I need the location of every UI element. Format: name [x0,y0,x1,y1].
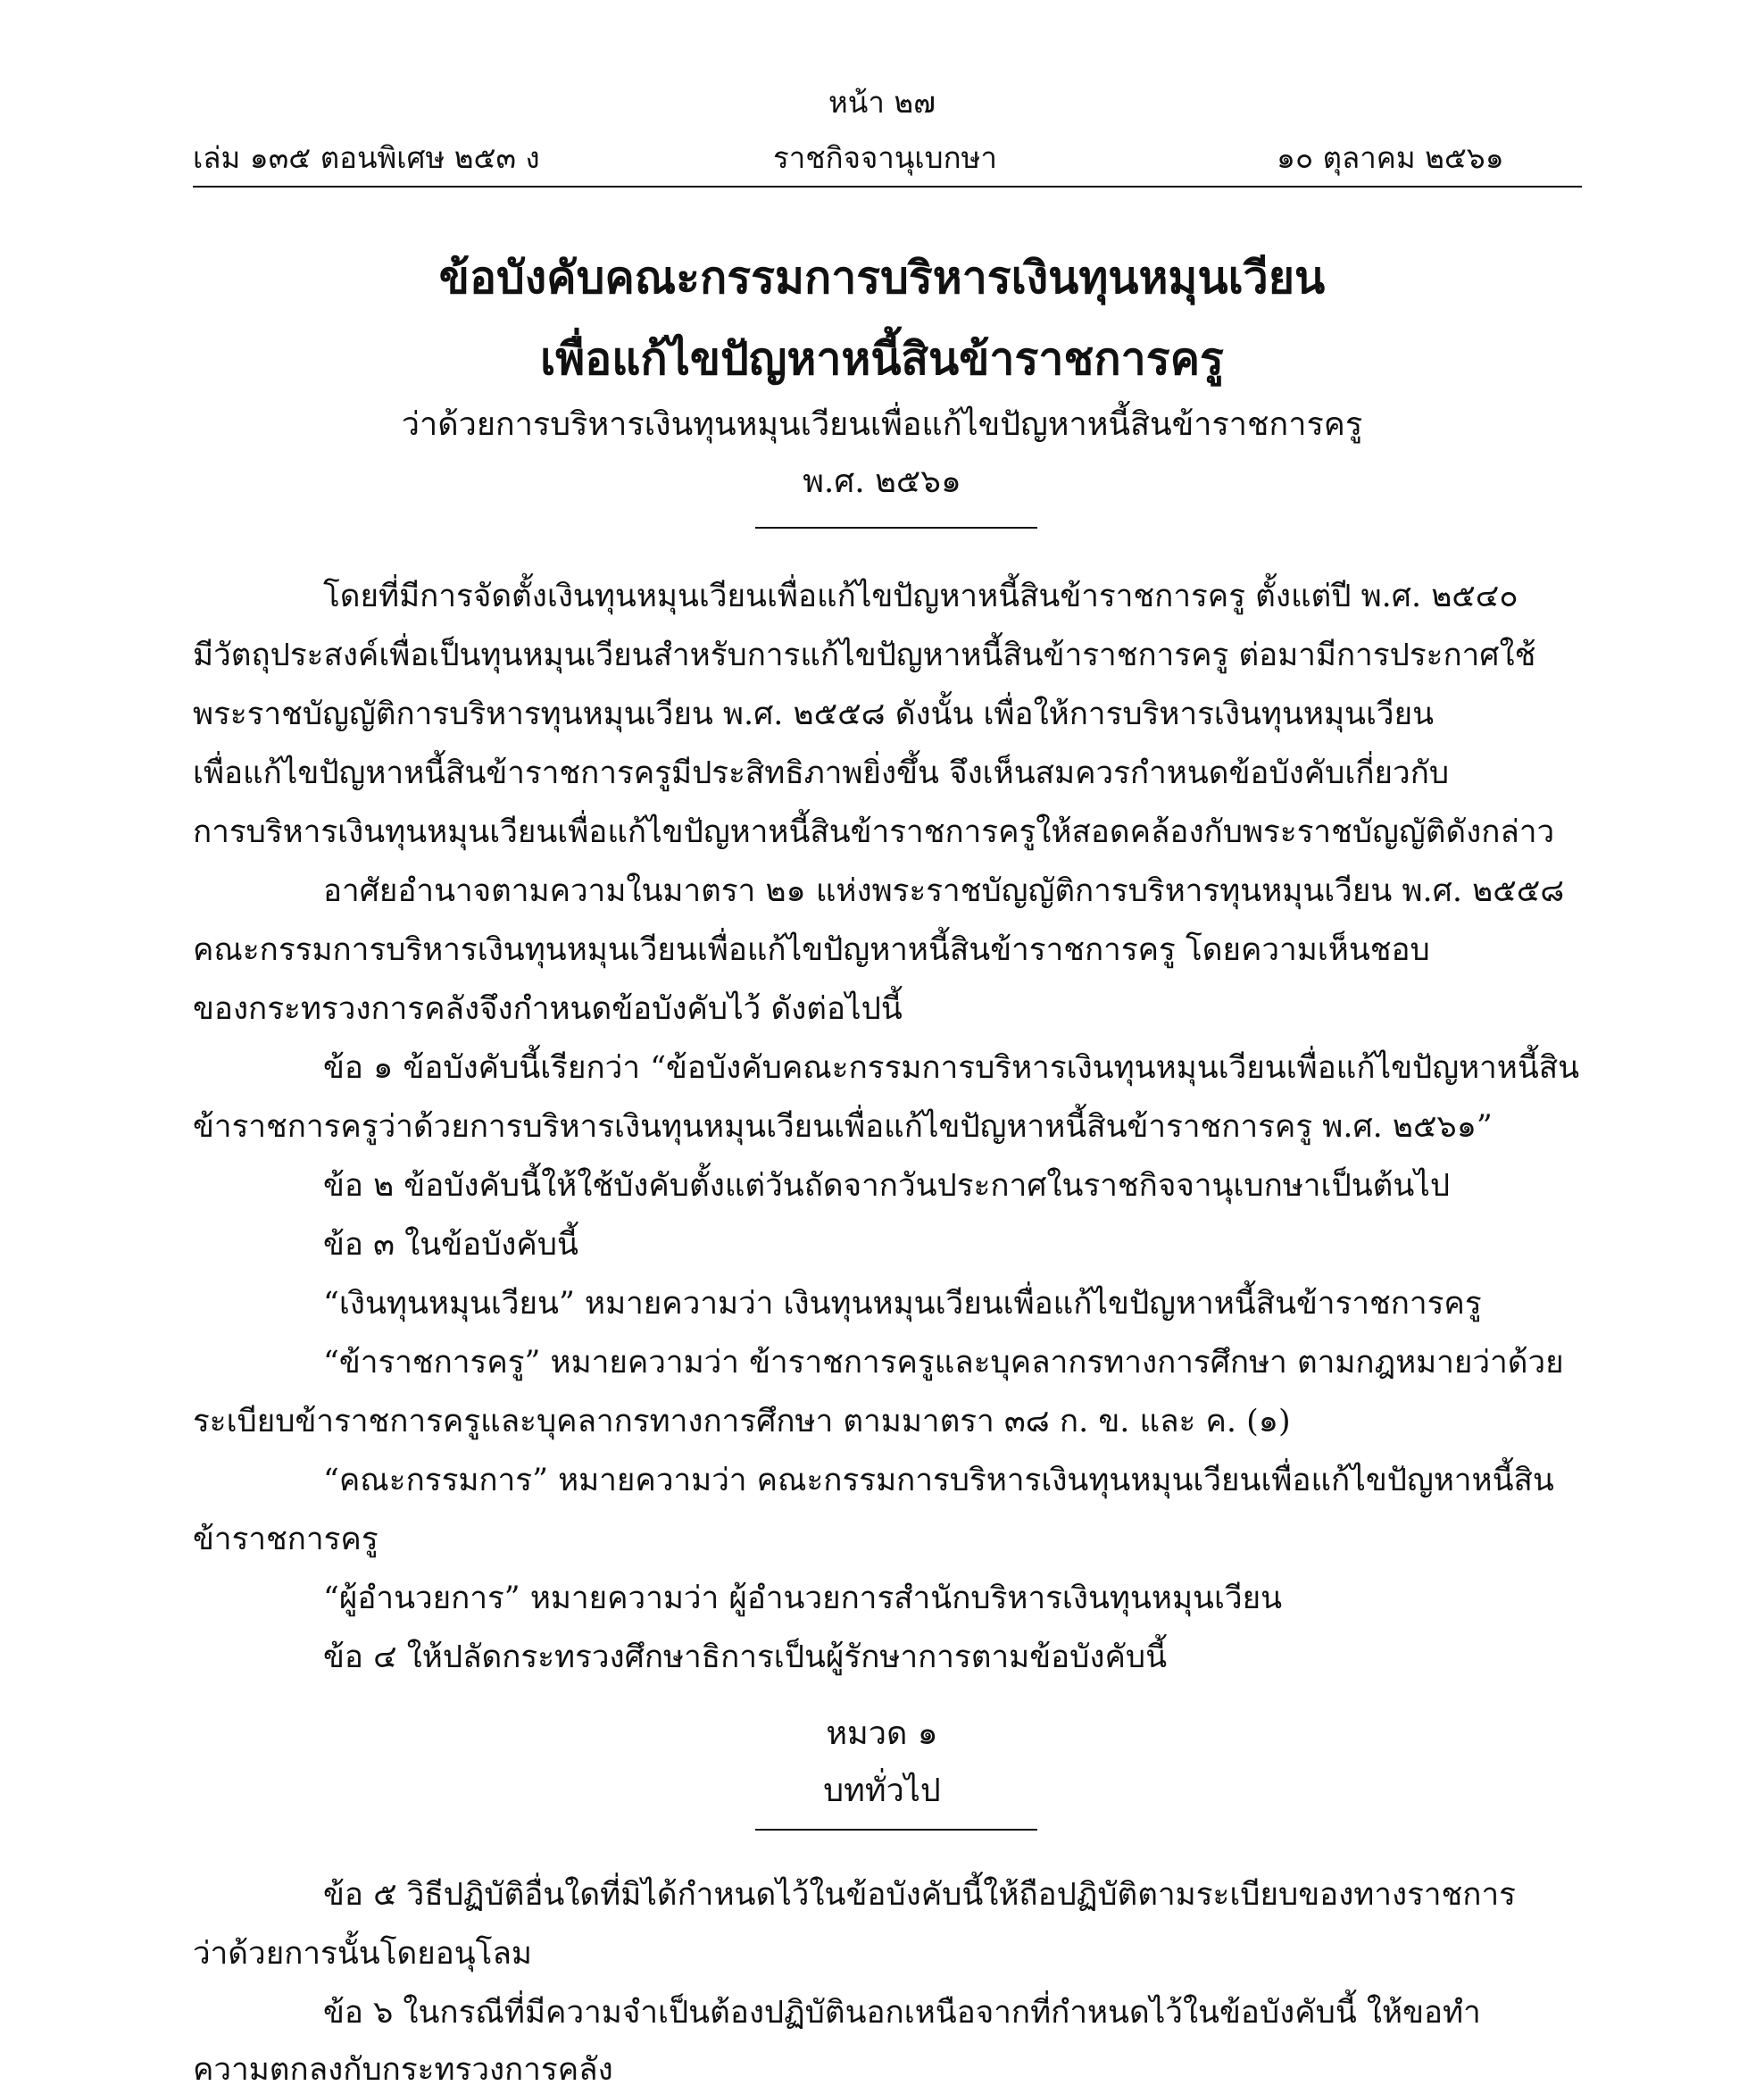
authority-line: อาศัยอำนาจตามความในมาตรา ๒๑ แห่งพระราชบัญญัติการบริหารทุนหมุนเวียน พ.ศ. ๒๕๕๘ [323,873,1565,909]
clause-6-cont: ความตกลงกับกระทรวงการคลัง [193,2052,613,2088]
document-subtitle: ว่าด้วยการบริหารเงินทุนหมุนเวียนเพื่อแก้ไขปัญหาหนี้สินข้าราชการครู [401,406,1363,443]
document-title-line1: ข้อบังคับคณะกรรมการบริหารเงินทุนหมุนเวียน [438,251,1326,304]
gazette-volume: เล่ม ๑๓๕ ตอนพิเศษ ๒๕๓ ง [193,140,540,175]
definition-committee-cont: ข้าราชการครู [193,1522,379,1557]
preamble-line: เพื่อแก้ไขปัญหาหนี้สินข้าราชการครูมีประสิทธิภาพยิ่งขึ้น จึงเห็นสมควรกำหนดข้อบังคับเกี่ยวกับ [193,755,1450,791]
gazette-date: ๑๐ ตุลาคม ๒๕๖๑ [1277,140,1504,175]
chapter-number: หมวด ๑ [826,1715,938,1752]
clause-1: ข้อ ๑ ข้อบังคับนี้เรียกว่า “ข้อบังคับคณะกรรมการบริหารเงินทุนหมุนเวียนเพื่อแก้ไขปัญหาหนี้สิน [323,1050,1580,1086]
preamble-line: การบริหารเงินทุนหมุนเวียนเพื่อแก้ไขปัญหาหนี้สินข้าราชการครูให้สอดคล้องกับพระราชบัญญัติดังกล่าว [193,814,1555,850]
clause-4: ข้อ ๔ ให้ปลัดกระทรวงศึกษาธิการเป็นผู้รักษาการตามข้อบังคับนี้ [323,1639,1168,1675]
clause-1-cont: ข้าราชการครูว่าด้วยการบริหารเงินทุนหมุนเวียนเพื่อแก้ไขปัญหาหนี้สินข้าราชการครู พ.ศ. ๒๕๖๑” [193,1109,1493,1145]
chapter-name: บททั่วไป [823,1773,941,1809]
preamble-line: โดยที่มีการจัดตั้งเงินทุนหมุนเวียนเพื่อแก้ไขปัญหาหนี้สินข้าราชการครู ตั้งแต่ปี พ.ศ. ๒๕๔๐ [323,579,1519,614]
definition-director: “ผู้อำนวยการ” หมายความว่า ผู้อำนวยการสำนักบริหารเงินทุนหมุนเวียน [323,1581,1283,1616]
preamble-line: มีวัตถุประสงค์เพื่อเป็นทุนหมุนเวียนสำหรับการแก้ไขปัญหาหนี้สินข้าราชการครู ต่อมามีการประกาศใช้ [193,638,1536,673]
clause-5: ข้อ ๕ วิธีปฏิบัติอื่นใดที่มิได้กำหนดไว้ในข้อบังคับนี้ให้ถือปฏิบัติตามระเบียบของทางราชการ [323,1877,1516,1913]
document-year: พ.ศ. ๒๕๖๑ [803,463,961,500]
definition-teacher: “ข้าราชการครู” หมายความว่า ข้าราชการครูและบุคลากรทางการศึกษา ตามกฎหมายว่าด้วย [323,1345,1564,1381]
preamble-line: พระราชบัญญัติการบริหารทุนหมุนเวียน พ.ศ. ๒๕๕๘ ดังนั้น เพื่อให้การบริหารเงินทุนหมุนเวียน [193,697,1435,732]
chapter-rule [755,1829,1037,1831]
header-rule [193,186,1582,188]
title-rule [755,527,1037,529]
page-number: หน้า ๒๗ [828,85,936,120]
document-title-line2: เพื่อแก้ไขปัญหาหนี้สินข้าราชการครู [540,332,1224,385]
authority-line: คณะกรรมการบริหารเงินทุนหมุนเวียนเพื่อแก้ไขปัญหาหนี้สินข้าราชการครู โดยความเห็นชอบ [193,932,1430,968]
authority-line: ของกระทรวงการคลังจึงกำหนดข้อบังคับไว้ ดังต่อไปนี้ [193,991,903,1027]
gazette-name: ราชกิจจานุเบกษา [773,140,997,175]
clause-5-cont: ว่าด้วยการนั้นโดยอนุโลม [193,1936,532,1972]
definition-committee: “คณะกรรมการ” หมายความว่า คณะกรรมการบริหารเงินทุนหมุนเวียนเพื่อแก้ไขปัญหาหนี้สิน [323,1463,1554,1498]
clause-6: ข้อ ๖ ในกรณีที่มีความจำเป็นต้องปฏิบัตินอกเหนือจากที่กำหนดไว้ในข้อบังคับนี้ ให้ขอทำ [323,1995,1481,2031]
definition-fund: “เงินทุนหมุนเวียน” หมายความว่า เงินทุนหมุนเวียนเพื่อแก้ไขปัญหาหนี้สินข้าราชการครู [323,1286,1482,1322]
clause-3: ข้อ ๓ ในข้อบังคับนี้ [323,1227,578,1263]
clause-2: ข้อ ๒ ข้อบังคับนี้ให้ใช้บังคับตั้งแต่วันถัดจากวันประกาศในราชกิจจานุเบกษาเป็นต้นไป [323,1168,1451,1204]
definition-teacher-cont: ระเบียบข้าราชการครูและบุคลากรทางการศึกษา ตามมาตรา ๓๘ ก. ข. และ ค. (๑) [193,1404,1291,1439]
